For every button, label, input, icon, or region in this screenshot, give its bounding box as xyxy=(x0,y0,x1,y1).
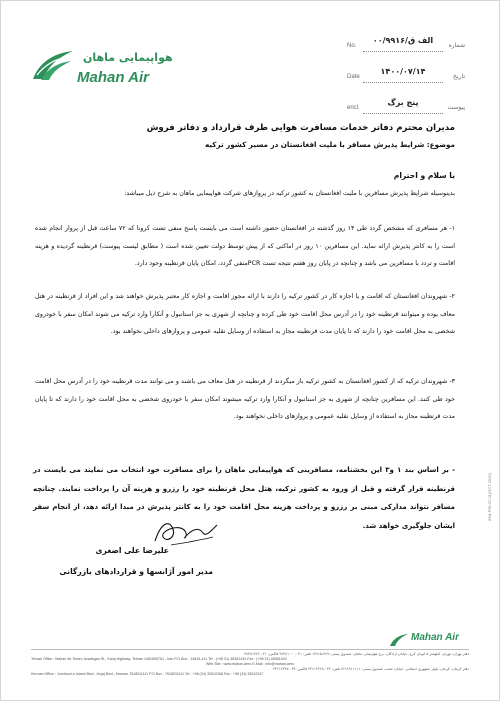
footer-web: Web Site : www.mahan.aero E-Mail : info@mahan.aero xyxy=(205,662,295,666)
meta-number-value: الف ق/۰۰/۹۹۱۶ xyxy=(372,36,434,45)
greeting: با سلام و احترام xyxy=(393,171,455,180)
signer-name: علیرضا علی اصغری xyxy=(95,546,169,555)
footer-divider xyxy=(31,649,469,650)
form-code: IRM-PRI-07-01(OCT 2016) xyxy=(487,473,492,521)
footer-tehran-en: Tehran Office : Mahan Air Tower, Azadegan St., Karaj Highway, Tehran 1481655761 - Iran P.O.Box : 14815-411 Tel : (+98 21) 48381434 Fax : (+98 21) 48381400 xyxy=(31,657,287,661)
intro-paragraph: بدینوسیله شرایط پذیرش مسافرین با ملیت افغانستان به کشور ترکیه در پروازهای شرکت هواپیمایی ماهان به شرح ذیل میباشد: xyxy=(124,190,455,197)
letter-meta xyxy=(347,36,465,134)
meta-number-label-en: No. xyxy=(347,43,357,49)
footer-logo xyxy=(389,631,481,649)
footer-logo-text: Mahan Air xyxy=(411,632,459,643)
item-3-paragraph: ۳- شهروندان ترکیه که از کشور افغانستان به کشور ترکیه باز میگردند از قرنطینه در هتل معاف می باشند و می توانند مدت قرنطینه خود را در آدرس محل اقامت خود طی کنند. این مسافرین چنانچه از شهری به جز استانبول و آنکارا وارد ترکیه میشوند امکان سفر با خودروی شخصی به محل اقامت خود را دارند که تا پایان مدت قرنطینه مجاز به استفاده از وسایل نقلیه عمومی و پروازهای داخلی نخواهند بود. xyxy=(35,378,455,420)
meta-number-label-fa: شماره xyxy=(448,42,465,49)
note-paragraph: - بر اساس بند ۱ و۳ این بخشنامه، مسافرینی که هواپیمایی ماهان را برای مسافرت خود انتخاب می نمایند می بایست در قرنطینه قرار گرفته و قبل از ورود به کشور ترکیه، هتل محل قرنطینه خود را رزرو و هزینه آن را پرداخت نمایند. چنانچه مسافر نتواند مدارکی مبنی بر رزرو و پرداخت هزینه محل اقامت خود را به کانتر پذیرش در مبدا ارائه دهد، از انجام سفر ایشان جلوگیری خواهد شد. xyxy=(33,466,455,530)
meta-enclosure-label-fa: پیوست xyxy=(447,104,465,111)
meta-enclosure-label-en: encl. xyxy=(347,105,360,111)
meta-enclosure-line xyxy=(363,113,443,114)
item-1-paragraph: ۱- هر مسافری که مشخص گردد طی ۱۴ روز گذشته در افغانستان حضور داشته است می بایست پاسخ منفی تست کرونا که ۷۲ ساعت قبل از پرواز انجام شده است را به کانتر پذیرش ارائه نماید. این مسافرین ۱۰ روز در اماکنی که از پیش توسط دولت تعیین شده است ( مطابق لیست پیوست) قرنطینه گردیده و هزینه اقامت و تردد با مسافرین می باشد و چنانچه در پایان روز هفتم نتیجه تست PCRمنفی گردد، امکان پایان قرنطینه وجود دارد. xyxy=(35,225,456,267)
mahan-air-logo xyxy=(31,47,173,91)
footer-bird-icon xyxy=(389,633,409,647)
meta-date-line xyxy=(363,82,443,83)
meta-date-label-fa: تاریخ xyxy=(453,73,465,80)
logo-english-text: Mahan Air xyxy=(77,69,149,86)
logo-persian-text: هواپیمایی ماهان xyxy=(83,51,173,64)
meta-date xyxy=(347,67,465,88)
footer-kerman-en: Kerman Office : Jomhoori-e-Islami Blvd., Hojaj Blvd., Kerman 7618911111 P.O.Box : 7618911111 Tel : +98 (34) 32612268 Fax : +98 (34) 32612247 xyxy=(31,672,264,676)
bird-logo-icon xyxy=(31,49,75,83)
subject: موضوع: شرایط پذیرش مسافر با ملیت افغانستان در مسیر کشور ترکیه xyxy=(205,140,455,149)
meta-number xyxy=(347,36,465,57)
meta-number-line xyxy=(363,51,443,52)
meta-date-label-en: Date xyxy=(347,74,360,80)
addressee: مدیران محترم دفاتر خدمات مسافرت هوایی طرف قرارداد و دفاتر فروش xyxy=(146,123,455,133)
meta-date-value: ۱۴۰۰/۰۷/۱۴ xyxy=(380,67,426,76)
handwritten-signature-icon xyxy=(151,515,221,549)
signer-title: مدیر امور آژانسها و قراردادهای بازرگانی xyxy=(59,567,213,576)
item-2-paragraph: ۲- شهروندان افغانستان که اقامت و یا اجازه کار در کشور ترکیه را دارند با ارائه مجوز اقامت و اجازه کار معتبر پذیرش خواهند شد و این افراد از قرنطینه در هتل معاف بوده و میتوانند قرنطینه خود را در آدرس محل اقامت خود طی کرده و چنانچه از شهری به جز استانبول و آنکارا وارد ترکیه می شوند امکان سفر با خودروی شخصی به محل اقامت خود را دارند که تا پایان مدت قرنطینه مجاز به استفاده از وسایل نقلیه عمومی و پروازهای داخلی نخواهند بود. xyxy=(35,293,455,335)
meta-enclosure xyxy=(347,98,465,119)
meta-enclosure-value: پنج برگ xyxy=(387,98,419,107)
footer-tehran-fa: دفتر تهران: تهران، کیلومتر ۵ اتوبان کرج، خیابان آزادگان، برج هواپیمایی ماهان، صندوق پستی: ۴۸۹-۱۴۸۱۵ تلفن: ۰۲۱-۴۸۳۸۱۰۰۰ فاکس: ۰۲۱-۴۸۳۸۱۴۲۶ xyxy=(244,652,469,656)
footer-kerman-fa: دفتر کرمان: کرمان، بلوار جمهوری اسلامی، خیابان حجت، صندوق پستی: ۷۶۱۸۹۱۱۱۱۱ تلفن: ۰۳۴-۳۲۶۱۲۲۶۸ فاکس: ۰۳۴-۳۲۶۱۲۲۴۷ xyxy=(273,667,469,671)
